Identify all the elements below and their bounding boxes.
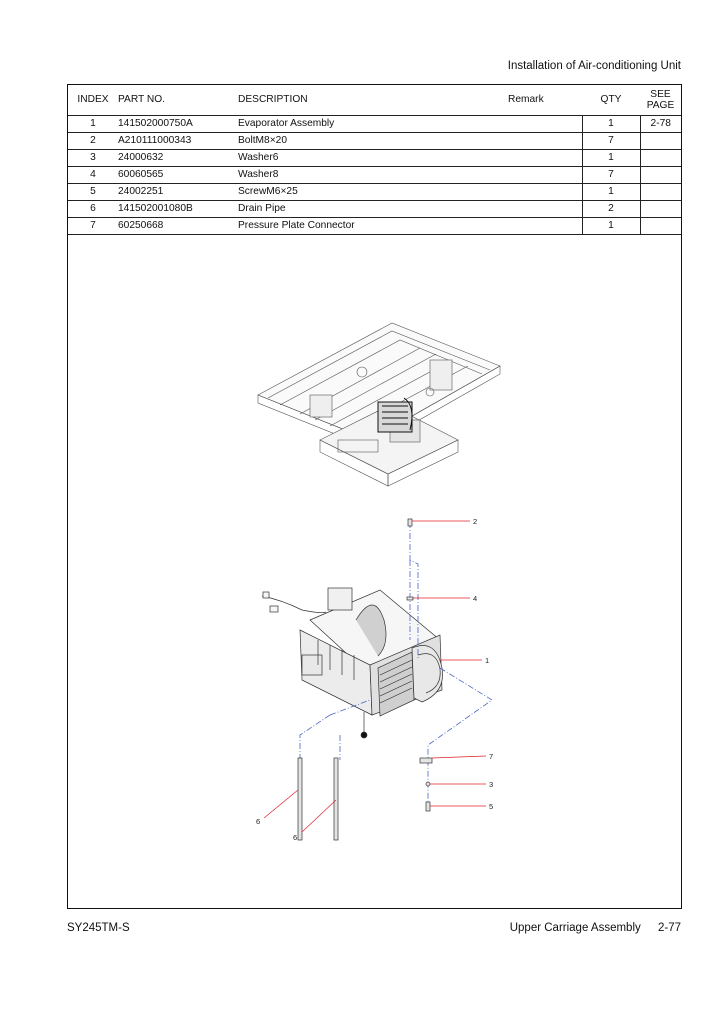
callout-2: 2 (473, 517, 478, 526)
page-header-title: Installation of Air-conditioning Unit (507, 60, 681, 72)
row-see-page: 2-78 (640, 115, 681, 132)
callout-1: 1 (485, 656, 490, 665)
callout-4: 4 (473, 594, 478, 603)
col-description-header: DESCRIPTION (238, 85, 508, 115)
col-part-no-header: PART NO. (118, 85, 238, 115)
footer-page-number: 2-77 (657, 922, 681, 934)
row-qty: 1 (582, 149, 640, 166)
row-index: 3 (68, 149, 118, 166)
row-index: 5 (68, 183, 118, 200)
row-description: Evaporator Assembly (238, 115, 508, 132)
col-qty-header: QTY (582, 85, 640, 115)
row-index: 7 (68, 217, 118, 234)
row-qty: 2 (582, 200, 640, 217)
row-index: 6 (68, 200, 118, 217)
row-description: BoltM8×20 (238, 132, 508, 149)
row-part-no: 24002251 (118, 183, 238, 200)
col-remark-header: Remark (508, 85, 582, 115)
see-page-line2: PAGE (646, 99, 675, 111)
callout-5: 5 (489, 802, 494, 811)
see-page-line1: SEE (650, 88, 671, 100)
callout-6a: 6 (256, 817, 261, 826)
row-qty: 7 (582, 166, 640, 183)
footer-section-page (510, 922, 681, 934)
row-index: 1 (68, 115, 118, 132)
evaporator-assembly-illustration (262, 588, 443, 738)
row-index: 2 (68, 132, 118, 149)
footer-section: Upper Carriage Assembly (509, 922, 641, 934)
row-qty: 1 (582, 217, 640, 234)
overview-frame-illustration (258, 323, 500, 486)
callout-6b: 6 (293, 833, 298, 842)
row-description: ScrewM6×25 (238, 183, 508, 200)
row-qty: 7 (582, 132, 640, 149)
row-part-no: 24000632 (118, 149, 238, 166)
callout-3: 3 (489, 780, 494, 789)
row-description: Drain Pipe (238, 200, 508, 217)
row-part-no: 60060565 (118, 166, 238, 183)
row-description: Washer8 (238, 166, 508, 183)
col-index-header: INDEX (68, 85, 118, 115)
row-part-no: 141502001080B (118, 200, 238, 217)
footer-model: SY245TM-S (67, 922, 130, 934)
row-qty: 1 (582, 115, 640, 132)
callout-7: 7 (489, 752, 494, 761)
row-index: 4 (68, 166, 118, 183)
row-part-no: A210111000343 (118, 132, 238, 149)
row-description: Pressure Plate Connector (238, 217, 508, 234)
row-part-no: 141502000750A (118, 115, 238, 132)
row-qty: 1 (582, 183, 640, 200)
row-description: Washer6 (238, 149, 508, 166)
row-part-no: 60250668 (118, 217, 238, 234)
